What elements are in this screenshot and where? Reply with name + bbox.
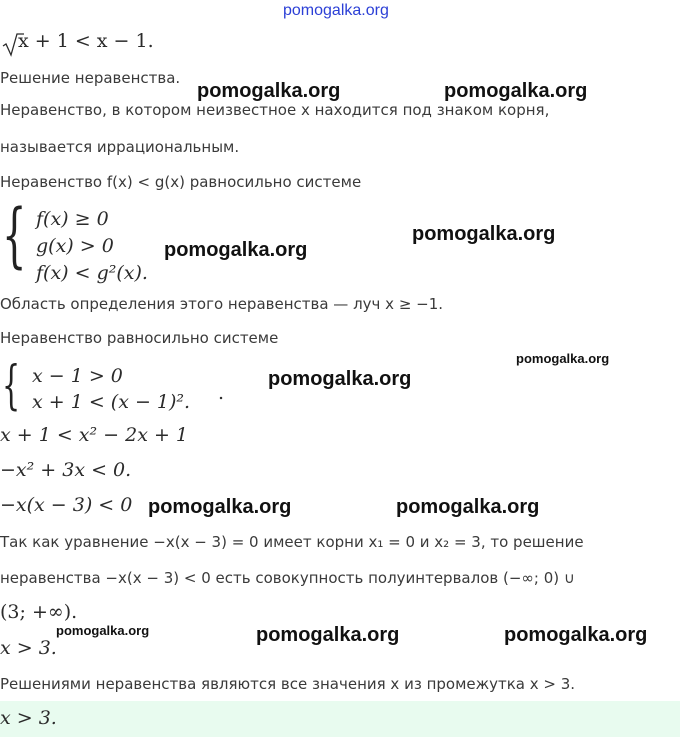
equivalence-line-1: Неравенство f(x) < g(x) равносильно системе bbox=[0, 173, 362, 191]
definition-line-2: называется иррациональным. bbox=[0, 138, 240, 156]
system-1-row-2: g(x) > 0 bbox=[36, 235, 114, 257]
system-brace-icon: { bbox=[2, 194, 27, 276]
solution-heading: Решение неравенства. bbox=[0, 69, 181, 87]
watermark: pomogalka.org bbox=[256, 624, 400, 646]
watermark: pomogalka.org bbox=[412, 223, 556, 245]
task-text: x + 1 < x − 1. bbox=[18, 30, 154, 52]
step-2: −x² + 3x < 0. bbox=[0, 459, 132, 481]
answer-box bbox=[0, 701, 680, 737]
equivalence-line-2: Неравенство равносильно системе bbox=[0, 329, 279, 347]
roots-line-1: Так как уравнение −x(x − 3) = 0 имеет корни x₁ = 0 и x₂ = 3, то решение bbox=[0, 533, 584, 551]
watermark: pomogalka.org bbox=[197, 80, 341, 102]
system-brace-icon: { bbox=[2, 356, 21, 416]
watermark: pomogalka.org bbox=[164, 239, 308, 261]
watermark-small: pomogalka.org bbox=[56, 623, 150, 638]
system-2-row-1: x − 1 > 0 bbox=[32, 365, 123, 387]
definition-line-1: Неравенство, в котором неизвестное x находится под знаком корня, bbox=[0, 101, 550, 119]
step-3: −x(x − 3) < 0 bbox=[0, 494, 133, 516]
roots-line-2: неравенства −x(x − 3) < 0 есть совокупность полуинтервалов (−∞; 0) ∪ bbox=[0, 569, 575, 587]
watermark: pomogalka.org bbox=[504, 624, 648, 646]
watermark-top: pomogalka.org bbox=[283, 2, 389, 19]
domain-line: Область определения этого неравенства — луч x ≥ −1. bbox=[0, 295, 444, 313]
result-line: x > 3. bbox=[0, 637, 57, 659]
watermark: pomogalka.org bbox=[396, 496, 540, 518]
watermark: pomogalka.org bbox=[148, 496, 292, 518]
system-1-row-1: f(x) ≥ 0 bbox=[36, 208, 109, 230]
system-2-dot: . bbox=[218, 382, 225, 404]
watermark-small: pomogalka.org bbox=[516, 351, 610, 366]
watermark: pomogalka.org bbox=[444, 80, 588, 102]
answer-text: x > 3. bbox=[0, 707, 57, 729]
conclusion-line: Решениями неравенства являются все значения x из промежутка x > 3. bbox=[0, 675, 576, 693]
system-1-row-3: f(x) < g²(x). bbox=[36, 262, 148, 284]
system-2-row-2: x + 1 < (x − 1)². bbox=[32, 391, 191, 413]
step-1: x + 1 < x² − 2x + 1 bbox=[0, 424, 189, 446]
watermark: pomogalka.org bbox=[268, 368, 412, 390]
roots-line-3: (3; +∞). bbox=[0, 601, 78, 623]
